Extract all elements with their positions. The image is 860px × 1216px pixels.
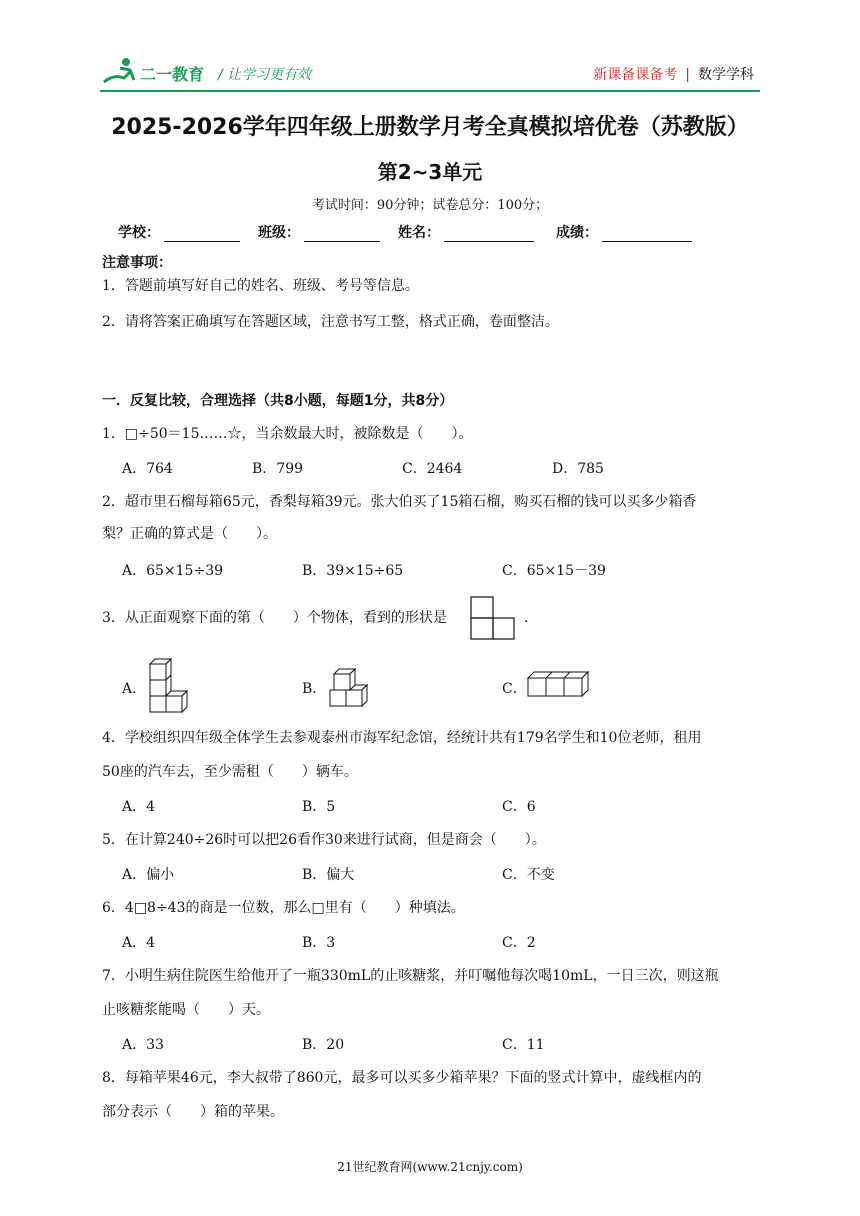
option-1d[interactable]: D．785: [552, 461, 604, 477]
slogan: / 让学习更有效: [218, 67, 312, 83]
option-3a[interactable]: A．: [122, 681, 147, 697]
logo-text: 二一教育: [140, 65, 205, 84]
exam-info: 考试时间：90分钟；试卷总分：100分；: [311, 198, 549, 213]
question-4-line-1: 4．学校组织四年级全体学生去参观泰州市海军纪念馆，经统计共有179名学生和10位老师，租用: [102, 730, 702, 746]
front-view-shape: [470, 596, 516, 640]
question-5: 5．在计算240÷26时可以把26看作30来进行试商，但是商会（ ）。: [102, 832, 546, 848]
page-header: [100, 52, 760, 92]
question-8-line-1: 8．每箱苹果46元，李大叔带了860元，最多可以买多少箱苹果？下面的竖式计算中，虚线框内的: [102, 1070, 702, 1086]
option-2b[interactable]: B．39×15÷65: [302, 563, 404, 579]
page-title: 2025-2026学年四年级上册数学月考全真模拟培优卷（苏教版）: [111, 115, 749, 140]
page-subtitle: 第2~3单元: [377, 160, 483, 184]
option-2c[interactable]: C．65×15－39: [502, 563, 606, 579]
question-6: 6．4□8÷43的商是一位数，那么□里有（ ）种填法。: [102, 900, 465, 916]
question-7-line-2: 止咳糖浆能喝（ ）天。: [102, 1002, 270, 1018]
option-7b[interactable]: B．20: [302, 1037, 345, 1053]
field-blank[interactable]: [164, 227, 240, 242]
field-label: 学校：: [118, 225, 160, 241]
header-divider: [100, 90, 760, 92]
option-7c[interactable]: C．11: [502, 1037, 545, 1053]
question-2-line-1: 2．超市里石榴每箱65元，香梨每箱39元。张大伯买了15箱石榴，购买石榴的钱可以买多少箱香: [102, 494, 697, 510]
header-subject-label: 数学学科: [698, 67, 754, 83]
section-heading: 一．反复比较，合理选择（共8小题，每题1分，共8分）: [102, 393, 454, 409]
field-blank[interactable]: [602, 227, 692, 242]
question-8-line-2: 部分表示（ ）箱的苹果。: [102, 1104, 284, 1120]
header-right: [593, 64, 754, 84]
field-label: 成绩：: [556, 225, 598, 241]
option-2a[interactable]: A．65×15÷39: [122, 563, 224, 579]
cube-stack-a: [146, 656, 194, 716]
runner-head-icon: [122, 58, 130, 66]
question-1: 1．□÷50＝15……☆，当余数最大时，被除数是（ ）。: [102, 426, 473, 442]
header-separator: |: [685, 67, 690, 83]
notice-heading: 注意事项：: [102, 255, 172, 271]
question-3-period: .: [524, 610, 529, 626]
option-4b[interactable]: B．5: [302, 799, 336, 815]
option-6b[interactable]: B．3: [302, 935, 336, 951]
field-school[interactable]: [118, 222, 240, 242]
question-3: [102, 608, 447, 628]
student-fields: [118, 222, 692, 242]
option-6a[interactable]: A．4: [122, 935, 156, 951]
cube-stack-b: [326, 662, 378, 712]
option-1b[interactable]: B．799: [252, 461, 304, 477]
notice-item: 1．答题前填写好自己的姓名、班级、考号等信息。: [102, 278, 419, 294]
question-4-line-2: 50座的汽车去，至少需租（ ）辆车。: [102, 764, 358, 780]
runner-icon: [104, 72, 130, 82]
field-score[interactable]: [556, 222, 692, 242]
question-3-text: 3．从正面观察下面的第（ ）个物体，看到的形状是: [102, 610, 447, 626]
option-5b[interactable]: B．偏大: [302, 867, 355, 883]
option-1a[interactable]: A．764: [122, 461, 173, 477]
field-blank[interactable]: [444, 227, 534, 242]
field-class[interactable]: [258, 222, 380, 242]
option-4c[interactable]: C．6: [502, 799, 536, 815]
logo: [100, 54, 212, 88]
question-7-line-1: 7．小明生病住院医生给他开了一瓶330mL的止咳糖浆，并叮嘱他每次喝10mL，一日三次，则这瓶: [102, 968, 719, 984]
notice-item: 2．请将答案正确填写在答题区域，注意书写工整，格式正确，卷面整洁。: [102, 314, 559, 330]
option-4a[interactable]: A．4: [122, 799, 156, 815]
header-course-label: 新课备课备考: [593, 67, 678, 83]
field-label: 班级：: [258, 225, 300, 241]
option-5c[interactable]: C．不变: [502, 867, 555, 883]
question-2-line-2: 梨？正确的算式是（ ）。: [102, 526, 277, 542]
field-label: 姓名：: [398, 225, 440, 241]
option-7a[interactable]: A．33: [122, 1037, 164, 1053]
option-3b[interactable]: B．: [302, 681, 327, 697]
option-5a[interactable]: A．偏小: [122, 867, 175, 883]
option-1c[interactable]: C．2464: [402, 461, 463, 477]
field-blank[interactable]: [304, 227, 380, 242]
option-3c[interactable]: C．: [502, 681, 527, 697]
option-6c[interactable]: C．2: [502, 935, 536, 951]
field-name[interactable]: [398, 222, 534, 242]
page-footer: 21世纪教育网(www.21cnjy.com): [337, 1160, 523, 1174]
cube-row-c: [524, 668, 596, 700]
